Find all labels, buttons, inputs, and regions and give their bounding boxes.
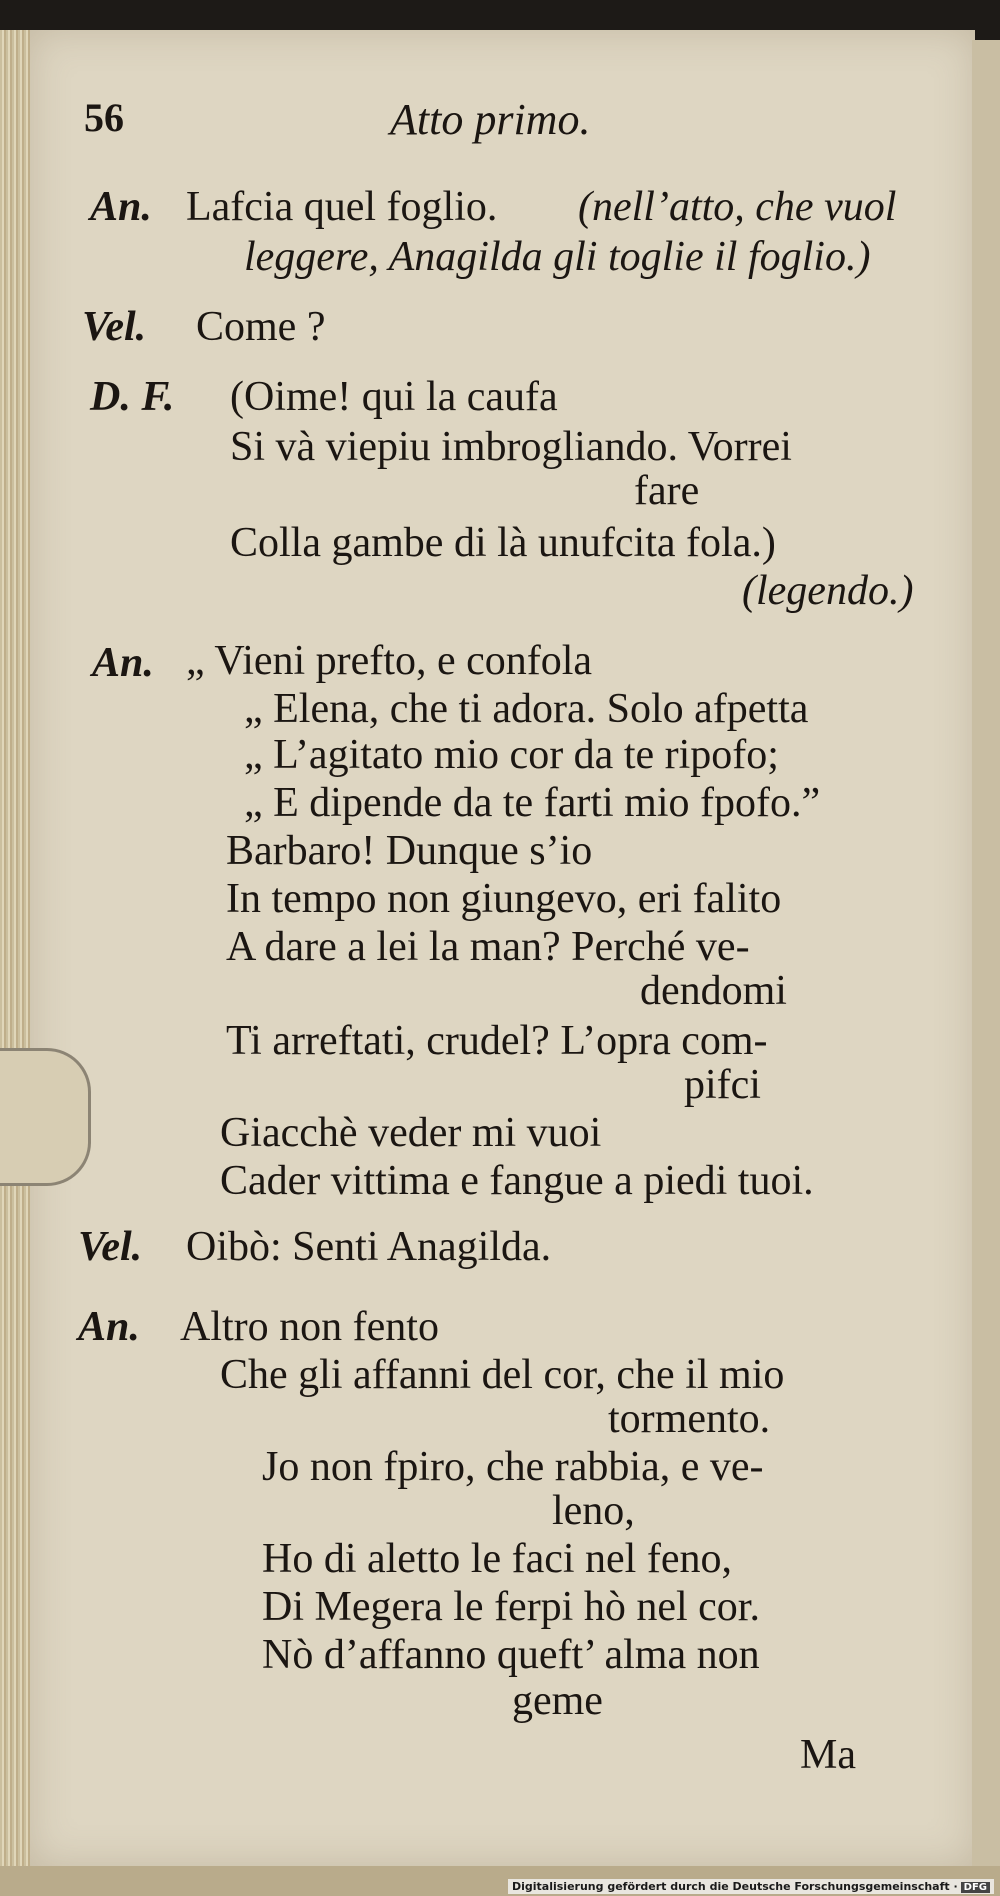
text-line: Barbaro! Dunque s’io — [226, 828, 593, 874]
text-line: „ E dipende da te farti mio fpofo.” — [244, 780, 821, 826]
text-line: Colla gambe di là unufcita fola.) — [230, 520, 776, 566]
text-line: Jo non fpiro, che rabbia, e ve- — [262, 1444, 764, 1490]
text-line: tormento. — [608, 1396, 771, 1442]
text-line: Che gli affanni del cor, che il mio — [220, 1352, 785, 1398]
speaker-label: Vel. — [78, 1224, 143, 1270]
text-line: dendomi — [640, 968, 787, 1014]
text-line: Si và viepiu imbrogliando. Vorrei — [230, 424, 792, 470]
text-line: Cader vittima e fangue a piedi tuoi. — [220, 1158, 814, 1204]
page-right-edge — [972, 40, 1000, 1880]
text-line: Ti arreftati, crudel? L’opra com- — [226, 1018, 768, 1064]
text-line: „ Vieni prefto, e confola — [186, 638, 593, 684]
text-line: fare — [634, 468, 700, 514]
digitization-credit — [508, 1879, 994, 1894]
speaker-label: D. F. — [90, 374, 175, 420]
text-line: Lafcia quel foglio. — [186, 184, 498, 230]
text-line: „ L’agitato mio cor da te ripofo; — [244, 732, 779, 778]
credit-text: Digitalisierung gefördert durch die Deutsche Forschungsgemeinschaft · — [511, 1880, 958, 1893]
text-line: (Oime! qui la caufa — [230, 374, 558, 420]
speaker-label: An. — [90, 184, 152, 230]
text-line: Come ? — [196, 304, 326, 350]
text-line: In tempo non giungevo, eri falito — [226, 876, 782, 922]
page-number: 56 — [84, 95, 124, 140]
text-line: Nò d’affanno queft’ alma non — [262, 1632, 760, 1678]
text-line: Di Megera le ferpi hò nel cor. — [262, 1584, 760, 1630]
text-line: Altro non fento — [180, 1304, 439, 1350]
text-line: Oibò: Senti Anagilda. — [186, 1224, 552, 1270]
text-line: Giacchè veder mi vuoi — [220, 1110, 602, 1156]
text-line: leno, — [552, 1488, 635, 1534]
page-clip — [0, 1048, 91, 1186]
text-line: „ Elena, che ti adora. Solo afpetta — [244, 686, 809, 732]
text-line: geme — [512, 1678, 603, 1724]
stage-direction: (nell’atto, che vuol — [578, 184, 897, 230]
speaker-label: Vel. — [82, 304, 147, 350]
stage-direction: (legendo.) — [742, 568, 914, 614]
text-line: Ho di aletto le faci nel feno, — [262, 1536, 732, 1582]
running-title: Atto primo. — [390, 95, 591, 144]
dfg-logo: DFG — [961, 1882, 990, 1893]
speaker-label: An. — [78, 1304, 140, 1350]
text-line: A dare a lei la man? Perché ve- — [226, 924, 750, 970]
speaker-label: An. — [92, 640, 154, 686]
stage-direction: leggere, Anagilda gli toglie il foglio.) — [244, 234, 871, 280]
text-line: pifci — [684, 1062, 761, 1108]
catchword: Ma — [800, 1732, 856, 1778]
